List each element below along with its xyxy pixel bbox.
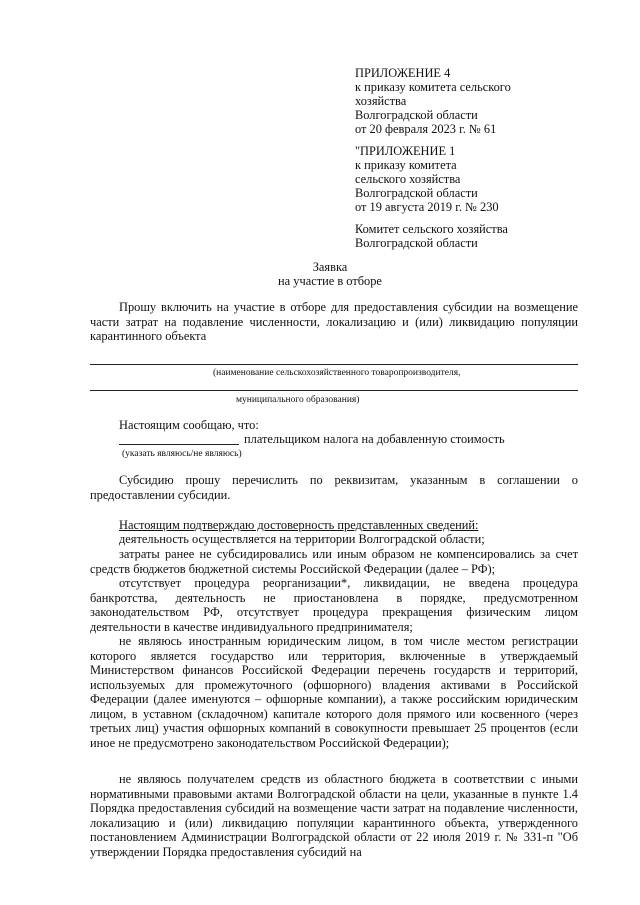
vat-hint: (указать являюсь/не являюсь) [122,449,242,459]
addressee-line-2: Волгоградской области [355,236,478,250]
confirm-item-2: затраты ранее не субсидировались или иным образом не компенсировались за счет средств бюджетов бюджетной системы Российской Федерации (далее – РФ); [90,547,578,576]
confirm-item-1: деятельность осуществляется на территории Волгоградской области; [119,532,485,546]
municipality-caption: муниципального образования) [236,395,360,405]
addressee-line-1: Комитет сельского хозяйства [355,222,508,236]
confirm-heading: Настоящим подтверждаю достоверность представленных сведений: [119,518,479,532]
transfer-paragraph: Субсидию прошу перечислить по реквизитам, указанным в соглашении о предоставлении субсидии. [90,473,578,502]
appendix-1-line-2: сельского хозяйства [355,172,461,186]
applicant-name-line [90,364,578,365]
appendix-4-line-2: хозяйства [355,94,407,108]
confirm-item-3: отсутствует процедура реорганизации*, ликвидации, не введена процедура банкротства, деятельность не приостановлена в порядке, предусмотренном законодательством РФ, отсутствует процедура прекращения физическим лицом деятельности в качестве индивидуального предпринимателя; [90,576,578,634]
document-heading: Заявка [312,260,348,274]
vat-text: плательщиком налога на добавленную стоимость [244,432,505,446]
notify-text: Настоящим сообщаю, что: [119,418,259,432]
appendix-4-title: ПРИЛОЖЕНИЕ 4 [355,66,451,80]
confirm-item-4: не являюсь иностранным юридическим лицом, в том числе местом регистрации которого является государство или территория, включенные в утверждаемый Министерством финансов Российской Федерации перечень государств и территорий, используемых для промежуточного (офшорного) владения активами в Российской Федерации (далее именуются – офшорные компании), а также российским юридическим лицом, в уставном (складочном) капитале которого доля прямого или косвенного (через третьих лиц) участия офшорных компаний в совокупности превышает 25 процентов (если иное не предусмотрено законодательством Российской Федерации); [90,634,578,750]
appendix-1-line-4: от 19 августа 2019 г. № 230 [355,200,499,214]
confirm-item-5: не являюсь получателем средств из областного бюджета в соответствии с иными нормативными правовыми актами Волгоградской области на цели, указанные в пункте 1.4 Порядка предоставления субсидий на возмещение части затрат на подавление численности, локализацию и (или) ликвидацию популяции карантинного объекта, утвержденного постановлением Администрации Волгоградской области от 22 июля 2019 г. № 331-п "Об утверждении Порядка предоставления субсидий на [90,772,578,859]
applicant-name-caption: (наименование сельскохозяйственного товаропроизводителя, [213,368,461,378]
appendix-1-line-3: Волгоградской области [355,186,478,200]
appendix-4-line-4: от 20 февраля 2023 г. № 61 [355,122,497,136]
municipality-line [90,390,578,391]
appendix-1-line-1: к приказу комитета [355,158,457,172]
appendix-4-line-3: Волгоградской области [355,108,478,122]
request-paragraph: Прошу включить на участие в отборе для предоставления субсидии на возмещение части затрат на подавление численности, локализацию и (или) ликвидацию популяции карантинного объекта [90,300,578,343]
vat-status-blank [119,444,239,445]
appendix-1-title: "ПРИЛОЖЕНИЕ 1 [355,144,456,158]
document-subheading: на участие в отборе [278,274,382,288]
appendix-4-line-1: к приказу комитета сельского [355,80,511,94]
